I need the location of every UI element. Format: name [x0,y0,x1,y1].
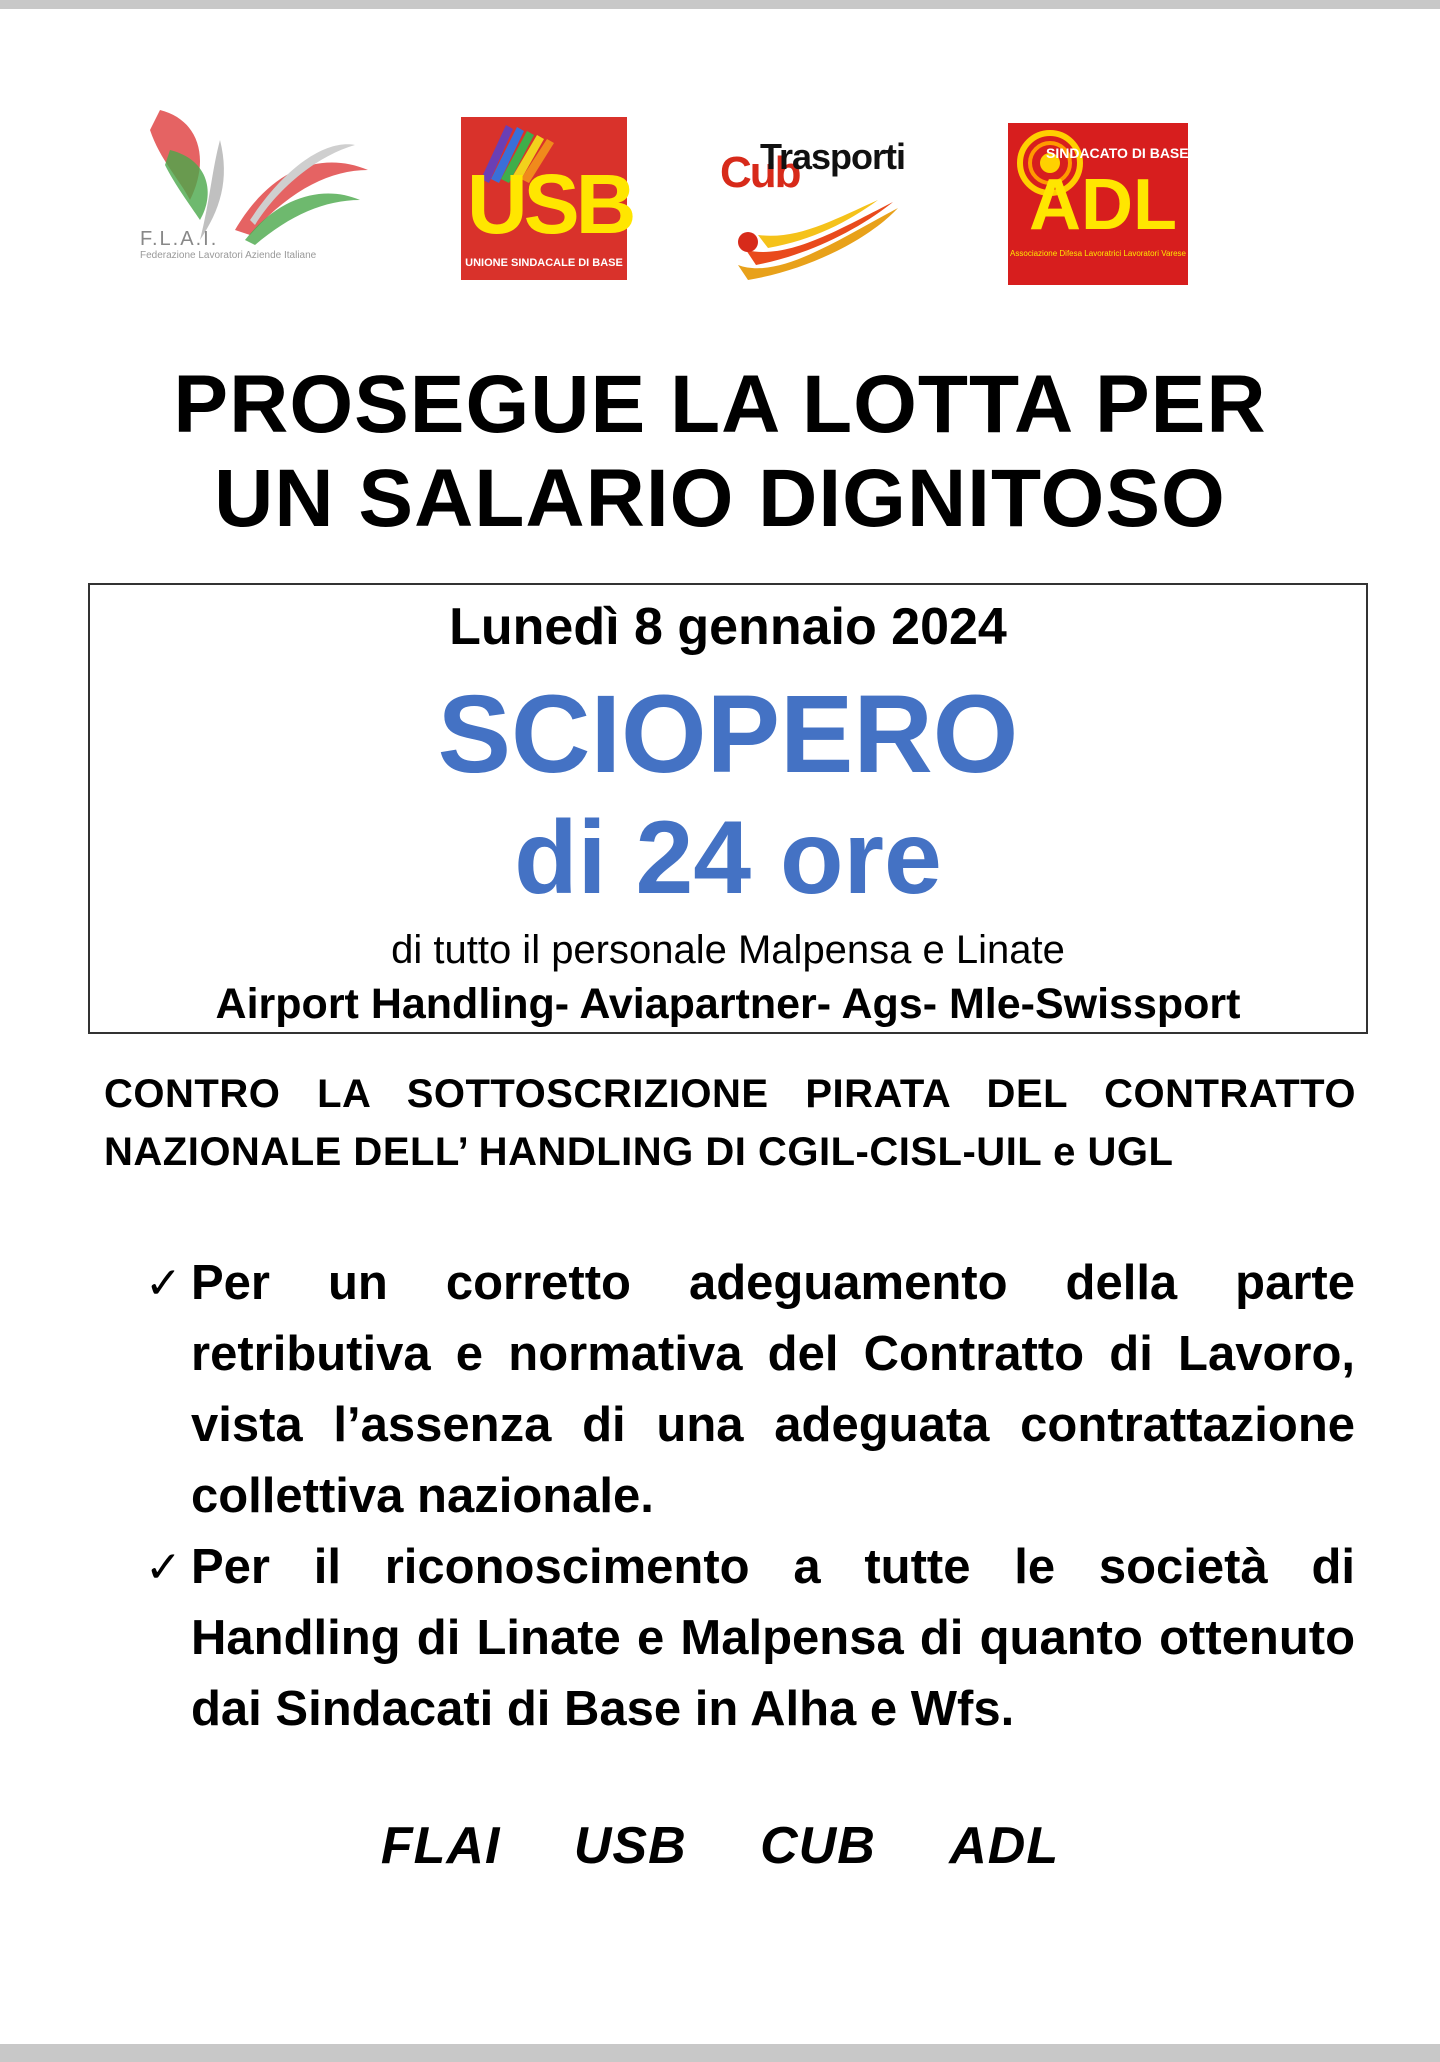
page-title [0,358,1440,546]
adl-logo-full-name: Associazione Difesa Lavoratrici Lavoratori Varese [1010,249,1186,258]
signature-cub: CUB [760,1817,876,1875]
cub-trasporti-logo [718,130,908,285]
demands-list [145,1248,1355,1745]
cub-logo-word1: Cub [720,148,800,197]
page-top-edge [0,0,1440,9]
demand-text: Per il riconoscimento a tutte le società di Handling di Linate e Malpensa di quanto ottenuto dai Sindacati di Base in Alha e Wfs. [191,1540,1355,1736]
against-statement [104,1065,1356,1181]
usb-logo-acronym: USB [467,157,633,251]
list-item [145,1248,1355,1532]
list-item [145,1532,1355,1745]
strike-companies: Airport Handling- Aviapartner- Ags- Mle-Swissport [215,980,1241,1028]
union-signatures [0,1815,1440,1877]
against-line-1: CONTRO LA SOTTOSCRIZIONE PIRATA DEL CONTRATTO [104,1072,1356,1116]
flai-logo-acronym: F.L.A.I. [140,228,219,250]
adl-logo [1008,123,1188,285]
strike-title: SCIOPERO [437,673,1019,796]
strike-personnel: di tutto il personale Malpensa e Linate [391,928,1065,972]
checkmark-icon: ✓ [145,1258,182,1309]
flai-logo-full-name: Federazione Lavoratori Aziende Italiane [140,250,317,261]
signature-flai: FLAI [380,1817,501,1875]
strike-announcement-box [88,583,1368,1034]
adl-logo-top: SINDACATO DI BASE [1046,145,1189,161]
strike-date: Lunedì 8 gennaio 2024 [449,598,1007,656]
headline-line-1: PROSEGUE LA LOTTA PER [173,359,1267,450]
checkmark-icon: ✓ [145,1542,182,1593]
page-bottom-edge [0,2044,1440,2062]
strike-duration: di 24 ore [514,800,942,916]
signature-usb: USB [573,1817,687,1875]
against-line-2: NAZIONALE DELL’ HANDLING DI CGIL-CISL-UIL e UGL [104,1130,1174,1174]
demand-text: Per un corretto adeguamento della parte retributiva e normativa del Contratto di Lavoro, vista l’assenza di una adeguata contrattazione collettiva nazionale. [191,1256,1355,1523]
adl-logo-acronym: ADL [1029,165,1177,245]
usb-logo [461,117,633,280]
cub-logo-word2: Trasporti [760,136,906,177]
signature-adl: ADL [949,1817,1060,1875]
flai-logo [140,100,370,275]
headline-line-2: UN SALARIO DIGNITOSO [214,453,1226,544]
usb-logo-full-name: UNIONE SINDACALE DI BASE [465,257,623,269]
